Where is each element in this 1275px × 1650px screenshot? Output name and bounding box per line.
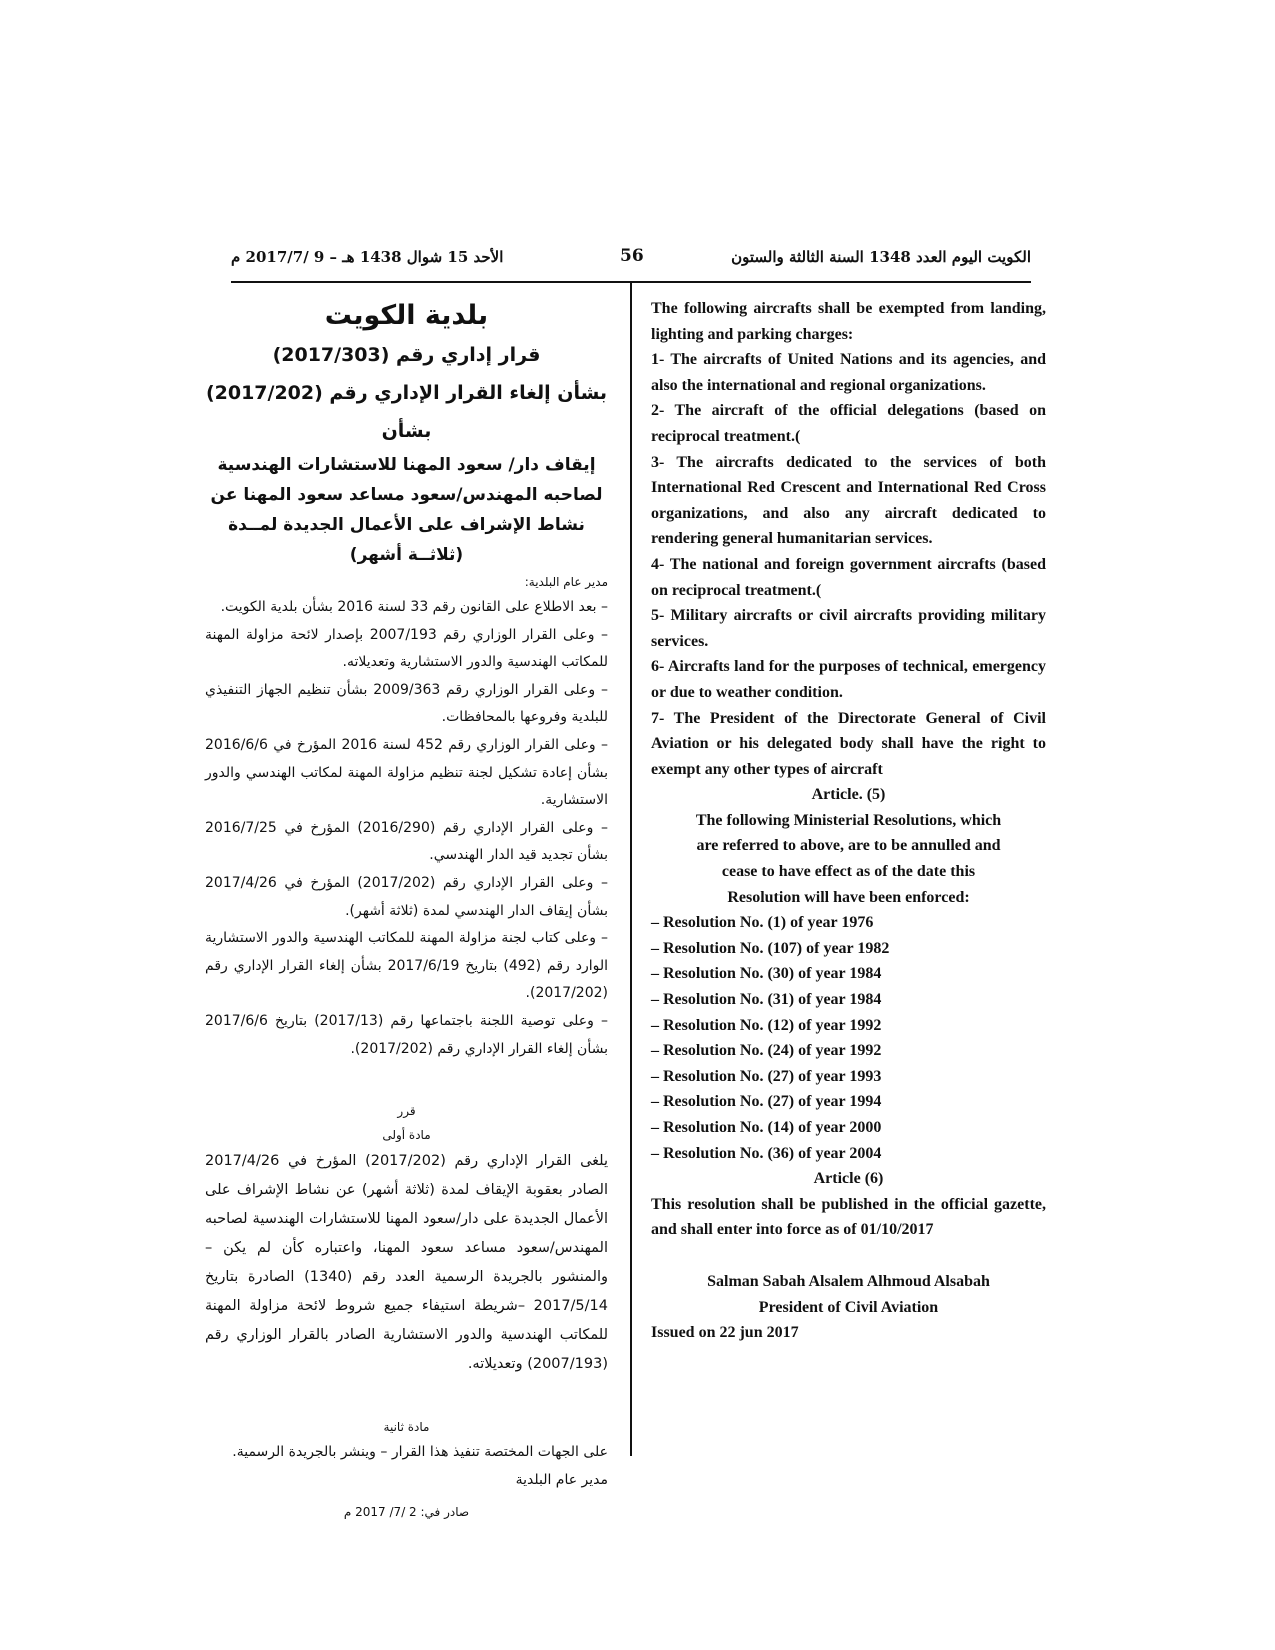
resolution-item: – Resolution No. (1) of year 1976 (651, 914, 874, 932)
decision-subject-line: إيقاف دار/ سعود المهنا للاستشارات الهندسية (217, 455, 596, 475)
resolution-item: – Resolution No. (12) of year 1992 (651, 1016, 882, 1034)
article-5-line: Resolution will have been enforced: (727, 888, 970, 906)
article-2-heading: مادة ثانية (383, 1420, 430, 1435)
resolution-item: – Resolution No. (24) of year 1992 (651, 1042, 882, 1060)
addressee: مدير عام البلدية: (524, 575, 608, 589)
article-5-line: The following Ministerial Resolutions, which (695, 811, 1002, 829)
resolution-item: – Resolution No. (27) of year 1994 (651, 1093, 882, 1111)
decided-heading: قرر (397, 1104, 416, 1119)
preamble-item: – وعلى القرار الوزاري رقم 452 لسنة 2016 المؤرخ في 2016/6/6 بشأن إعادة تشكيل لجنة تنظيم مزاولة المهنة لمكاتب الهندسي والدور الاستشارية. (205, 736, 608, 809)
municipality-title: بلدية الكويت (324, 300, 489, 331)
issued-date-ar: صادر في: 2 /7/ 2017 م (343, 1505, 470, 1520)
exemption-item: 1- The aircrafts of United Nations and its agencies, and also the international and regional organizations. (651, 351, 1046, 394)
column-divider (630, 281, 632, 1456)
exemption-item: 4- The national and foreign government aircrafts (based on reciprocal treatment.( (651, 555, 1046, 599)
exemption-item: 5- Military aircrafts or civil aircrafts providing military services. (651, 607, 1046, 650)
resolution-item: – Resolution No. (30) of year 1984 (651, 965, 882, 983)
exemption-intro: The following aircrafts shall be exempted from landing, lighting and parking charges: (651, 300, 1046, 343)
resolution-item: – Resolution No. (36) of year 2004 (651, 1144, 882, 1162)
decision-subject-line: بشأن إلغاء القرار الإداري رقم (2017/202) بشأن (205, 382, 608, 442)
exemption-item: 6- Aircrafts land for the purposes of technical, emergency or due to weather condition. (651, 658, 1046, 701)
decision-duration: (ثلاثــة أشهر) (349, 545, 464, 565)
preamble-item: – وعلى القرار الوزاري رقم 2009/363 بشأن تنظيم الجهاز التنفيذي للبلدية وفروعها بالمحافظات. (205, 681, 608, 726)
signatory-title: President of Civil Aviation (758, 1298, 939, 1316)
decision-subject-line: لصاحبه المهندس/سعود مساعد سعود المهنا عن (210, 485, 603, 505)
resolution-item: – Resolution No. (107) of year 1982 (651, 939, 890, 957)
preamble-item: – بعد الاطلاع على القانون رقم 33 لسنة 2016 بشأن بلدية الكويت. (220, 599, 608, 615)
exemption-item: 2- The aircraft of the official delegations (based on reciprocal treatment.( (651, 402, 1046, 445)
issued-date-en: Issued on 22 jun 2017 (651, 1324, 799, 1342)
signatory-name: Salman Sabah Alsalem Alhmoud Alsabah (707, 1272, 990, 1290)
article-5-heading: Article. (5) (811, 786, 886, 804)
spacer (651, 1243, 1046, 1269)
preamble-item: – وعلى القرار الإداري رقم (2016/290) المؤرخ في 2016/7/25 بشأن تجديد قيد الدار الهندسي. (205, 819, 609, 864)
spacer (205, 1063, 608, 1099)
signature-title: مدير عام البلدية (515, 1471, 608, 1488)
article-1-text: يلغى القرار الإداري رقم (2017/202) المؤرخ في 2017/4/26 الصادر بعقوبة الإيقاف لمدة (ثلاثة أشهر) عن نشاط الإشراف على الأعمال الجديدة على دار/سعود المهنا للاستشارات الهندسية لصاحبه المهندس/سعود مساعد سعود المهنا، واعتباره كأن لم يكن – والمنشور بالجريدة الرسمية العدد رقم (1340) الصادرة بتاريخ 2017/5/14 –شريطة استيفاء جميع شروط لائحة مزاولة المهنة للمكاتب الهندسية والدور الاستشارية الصادر بالقرار الوزاري رقم (2007/193) وتعديلاته. (205, 1153, 608, 1373)
exemption-item: 7- The President of the Directorate General of Civil Aviation or his delegated body shall have the right to exempt any other types of aircraft (651, 709, 1046, 778)
article-1-heading: مادة أولى (382, 1128, 431, 1143)
resolution-item: – Resolution No. (31) of year 1984 (651, 991, 882, 1009)
article-6-text: This resolution shall be published in the official gazette, and shall enter into force as of 01/10/2017 (651, 1195, 1046, 1239)
arabic-column (205, 296, 608, 1524)
article-6-heading: Article (6) (813, 1170, 884, 1188)
resolution-item: – Resolution No. (27) of year 1993 (651, 1067, 882, 1085)
decision-number: قرار إداري رقم (2017/303) (272, 344, 541, 366)
decision-subject-line: نشاط الإشراف على الأعمال الجديدة لمــدة (228, 515, 585, 535)
article-5-line: are referred to above, are to be annulled and (696, 837, 1001, 855)
page-number: 56 (620, 246, 644, 266)
issue-date: الأحد 15 شوال 1438 هـ – 9 /2017/7 م (231, 248, 504, 266)
preamble-item: – وعلى القرار الوزاري رقم 2007/193 بإصدار لائحة مزاولة المهنة للمكاتب الهندسية والدور الاستشارية وتعديلاته. (205, 626, 608, 671)
gazette-issue-info: الكويت اليوم العدد 1348 السنة الثالثة والستون (731, 248, 1031, 266)
page-header (231, 248, 1031, 276)
preamble-item: – وعلى توصية اللجنة باجتماعها رقم (2017/13) بتاريخ 2017/6/6 بشأن إلغاء القرار الإداري رقم (2017/202). (205, 1012, 608, 1057)
article-2-text: على الجهات المختصة تنفيذ هذا القرار – وينشر بالجريدة الرسمية. (232, 1444, 608, 1461)
spacer (205, 1379, 608, 1415)
preamble-item: – وعلى القرار الإداري رقم (2017/202) المؤرخ في 2017/4/26 بشأن إيقاف الدار الهندسي لمدة (ثلاثة أشهر). (205, 874, 609, 919)
english-column (651, 296, 1046, 1346)
exemption-item: 3- The aircrafts dedicated to the services of both International Red Crescent and International Red Cross organizations, and also any aircraft dedicated to rendering general humanitarian services. (651, 453, 1046, 548)
preamble-item: – وعلى كتاب لجنة مزاولة المهنة للمكاتب الهندسية والدور الاستشارية الوارد رقم (492) بتاريخ 2017/6/19 بشأن إلغاء القرار الإداري رقم (2017/202). (205, 930, 608, 1002)
article-5-line: cease to have effect as of the date this (721, 863, 976, 881)
resolution-item: – Resolution No. (14) of year 2000 (651, 1119, 882, 1136)
